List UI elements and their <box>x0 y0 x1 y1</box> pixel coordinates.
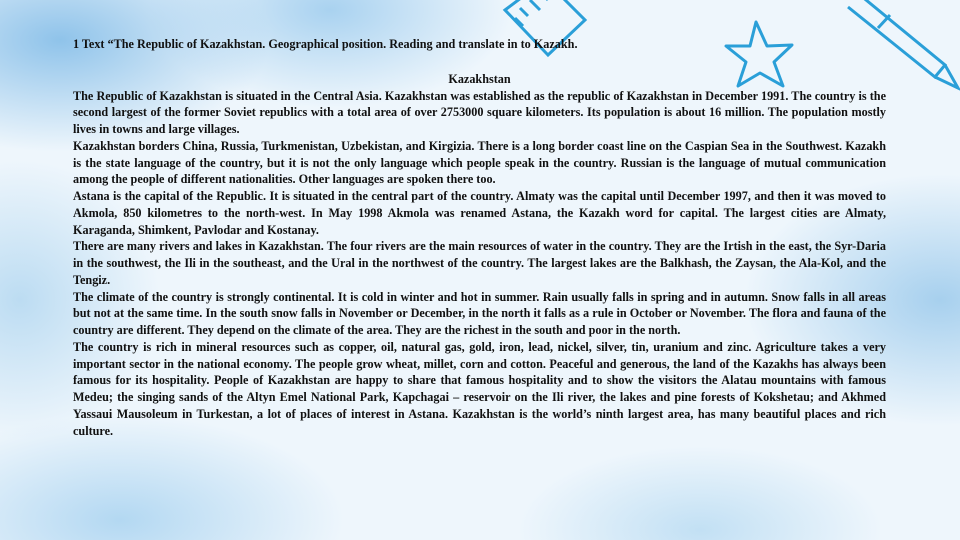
paragraph-rivers: There are many rivers and lakes in Kazakhstan. The four rivers are the main resources of water in the country. They are the Irtish in the east, the Syr-Daria in the southwest, the Ili in the southeast, and the Ural in the northwest of the country. The largest lakes are the Balkhash, the Zaysan, the Ala-Kol, and the Tengiz. <box>73 239 886 287</box>
paragraph-intro: The Republic of Kazakhstan is situated in the Central Asia. Kazakhstan was established as the republic of Kazakhstan in December 1991. The country is the second largest of the former Soviet republics with a total area of over 2753000 square kilometers. Its population is about 16 million. The population mostly lives in towns and large villages. <box>73 88 886 136</box>
paragraph-capital: Astana is the capital of the Republic. It is situated in the central part of the country. Almaty was the capital until December 1997, and then it was moved to Akmola, 850 kilometres to the north-west. In May 1998 Akmola was renamed Astana, the Kazakh word for capital. The largest cities are Almaty, Karaganda, Shimkent, Pavlodar and Kostanay. <box>73 189 886 237</box>
task-title: 1 Text “The Republic of Kazakhstan. Geographical position. Reading and translate in to Kazakh. <box>73 37 578 51</box>
paragraph-borders: Kazakhstan borders China, Russia, Turkmenistan, Uzbekistan, and Kirgizia. There is a long border coast line on the Caspian Sea in the Southwest. Kazakh is the state language of the country, but it is not the only language which people speak in the country. Russian is the language of mutual communication among the people of different nationalities. Other languages are spoken there too. <box>73 138 886 187</box>
document-body <box>73 36 886 439</box>
text-heading: Kazakhstan <box>448 71 511 86</box>
paragraph-climate: The climate of the country is strongly continental. It is cold in winter and hot in summer. Rain usually falls in spring and in autumn. Snow falls in all areas but not at the same time. In the south snow falls in November or December, in the north it falls as a rule in October or November. The flora and fauna of the country are different. They depend on the climate of the area. They are the richest in the south and poor in the north. <box>73 289 886 337</box>
paragraph-resources: The country is rich in mineral resources such as copper, oil, natural gas, gold, iron, lead, nickel, silver, tin, uranium and zinc. Agriculture takes a very important sector in the national economy. The people grow wheat, millet, corn and cotton. Peaceful and generous, the land of the Kazakhs has always been famous for its hospitality. People of Kazakhstan are happy to share that famous hospitality and to show the visitors the Alatau mountains with famous Medeu; the singing sands of the Altyn Emel National Park, Kapchagai – reservoir on the Ili river, the lakes and pine forests of Kokshetau; and Akhmed Yassaui Mausoleum in Turkestan, a lot of places of interest in Astana. Kazakhstan is the world’s ninth largest area, has many beautiful places and rich culture. <box>73 339 886 438</box>
